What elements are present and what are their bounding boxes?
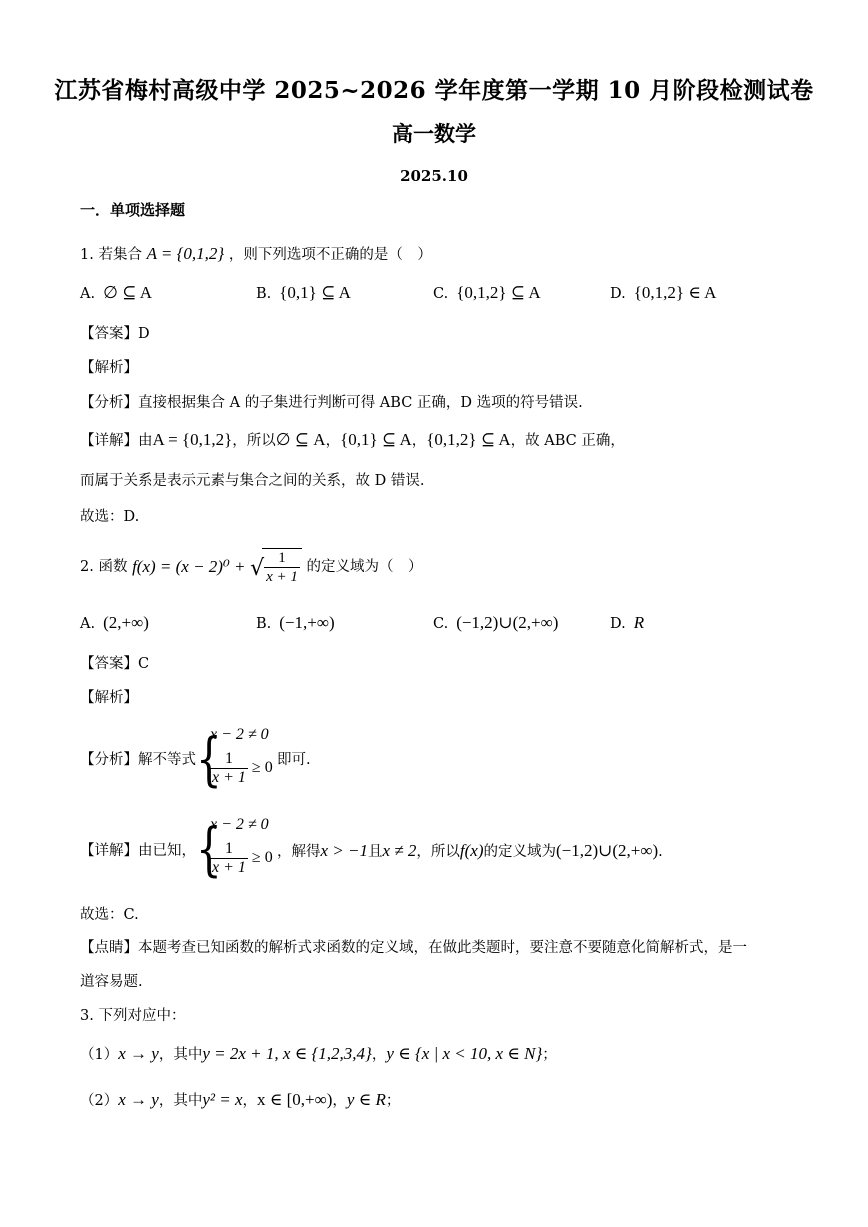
q1-xiangjie-line1 bbox=[80, 430, 788, 451]
left-brace: { bbox=[196, 815, 222, 883]
question-2-stem bbox=[80, 548, 788, 588]
exam-subject: 高一数学 bbox=[392, 121, 476, 146]
option-math: (−1,+∞) bbox=[279, 613, 335, 632]
math-fragment: f(x) bbox=[459, 841, 484, 860]
math-fragment: y² = x bbox=[202, 1090, 243, 1109]
option-math: R bbox=[633, 613, 645, 632]
left-brace: { bbox=[196, 725, 222, 793]
text-fragment: ，解得 bbox=[277, 844, 321, 860]
inequality-row-2 bbox=[210, 750, 273, 787]
q1-conclusion: 故选：D. bbox=[80, 509, 140, 525]
text-fragment: 的定义域为 bbox=[483, 844, 556, 860]
q1-option-c bbox=[433, 282, 541, 305]
q2-fenxi-prefix: 【分析】解不等式 bbox=[80, 752, 196, 768]
q2-analysis-label: 【解析】 bbox=[80, 690, 138, 706]
math-fragment: x ≠ 2 bbox=[382, 841, 417, 860]
math-fragment: A = {0,1,2} bbox=[152, 430, 233, 449]
fraction bbox=[210, 840, 248, 877]
inequality-row-2 bbox=[210, 840, 273, 877]
q1-stem-suffix: ，则下列选项不正确的是（ ） bbox=[228, 247, 432, 263]
q2-option-a bbox=[80, 612, 149, 635]
q2-answer: 【答案】C bbox=[80, 656, 150, 672]
math-fragment: (−1,2)∪(2,+∞) bbox=[555, 841, 659, 860]
q1-option-d bbox=[610, 282, 716, 305]
exam-title: 江苏省梅村高级中学 2025~2026 学年度第一学期 10 月阶段检测试卷 bbox=[54, 77, 814, 104]
text-fragment: ，所以 bbox=[232, 433, 276, 449]
radical-sign: √ bbox=[250, 556, 265, 581]
q2-conclusion: 故选：C. bbox=[80, 907, 139, 923]
option-label: A. bbox=[80, 616, 96, 632]
text-fragment: ，其中 bbox=[158, 1093, 203, 1109]
option-label: B. bbox=[256, 286, 272, 302]
q2-sqrt-expression bbox=[250, 548, 302, 586]
text-fragment: ，其中 bbox=[158, 1047, 203, 1063]
option-label: C. bbox=[433, 616, 449, 632]
inequality-row-1: x − 2 ≠ 0 bbox=[210, 816, 269, 833]
option-math: {0,1,2} ∈ A bbox=[633, 283, 717, 302]
section-heading: 一．单项选择题 bbox=[80, 201, 186, 219]
q2-dianjing-line2: 道容易题. bbox=[80, 974, 143, 990]
q3-item-2 bbox=[80, 1090, 788, 1111]
text-fragment: 【详解】由 bbox=[80, 433, 153, 449]
text-fragment: ， bbox=[332, 1093, 347, 1109]
exam-date: 2025.10 bbox=[400, 167, 468, 185]
text-fragment: ； bbox=[385, 1093, 401, 1109]
q1-fenxi: 【分析】直接根据集合 A 的子集进行判断可得 ABC 正确，D 选项的符号错误. bbox=[80, 395, 583, 411]
text-fragment: ， bbox=[242, 1093, 257, 1109]
option-math: (2,+∞) bbox=[103, 613, 149, 632]
text-fragment: ， bbox=[371, 1047, 387, 1063]
numerator: 1 bbox=[210, 840, 248, 859]
q2-stem-suffix: 的定义域为（ ） bbox=[306, 559, 423, 575]
inequality-row-1: x − 2 ≠ 0 bbox=[210, 726, 269, 743]
numerator: 1 bbox=[264, 549, 300, 568]
option-label: D. bbox=[610, 286, 626, 302]
math-fragment: ∅ ⊆ A bbox=[275, 430, 326, 449]
question-3-stem: 3. 下列对应中： bbox=[80, 1008, 186, 1024]
q1-analysis-label: 【解析】 bbox=[80, 360, 138, 376]
text-fragment: ，所以 bbox=[416, 844, 460, 860]
math-fragment: y ∈ {x | x < 10, x ∈ N} bbox=[386, 1044, 543, 1063]
option-math: {0,1,2} ⊆ A bbox=[456, 283, 541, 302]
text-fragment: ， bbox=[411, 433, 427, 449]
fraction bbox=[264, 549, 300, 586]
option-label: A. bbox=[80, 286, 96, 302]
denominator: x + 1 bbox=[212, 859, 246, 876]
item-label: （2） bbox=[80, 1093, 119, 1109]
denominator: x + 1 bbox=[266, 569, 298, 585]
option-label: B. bbox=[256, 616, 272, 632]
text-fragment: . bbox=[658, 844, 663, 860]
q2-option-c bbox=[433, 612, 558, 635]
option-math: {0,1} ⊆ A bbox=[279, 283, 351, 302]
q2-xiangjie-prefix: 【详解】由已知， bbox=[80, 843, 196, 859]
q2-dianjing-line1: 【点睛】本题考查已知函数的解析式求函数的定义域，在做此类题时，要注意不要随意化简解析式，是一 bbox=[80, 940, 747, 956]
math-fragment: x → y bbox=[118, 1044, 159, 1063]
q1-answer: 【答案】D bbox=[80, 326, 150, 342]
q2-stem-prefix: 2. 函数 bbox=[80, 559, 128, 575]
option-math: ∅ ⊆ A bbox=[103, 283, 152, 302]
numerator: 1 bbox=[210, 750, 248, 769]
q3-item-1 bbox=[80, 1044, 788, 1065]
question-1-stem bbox=[80, 244, 788, 265]
option-label: D. bbox=[610, 616, 626, 632]
relation: ≥ 0 bbox=[251, 849, 273, 867]
q1-option-b bbox=[256, 282, 351, 305]
q2-option-d bbox=[610, 612, 644, 635]
q2-option-b bbox=[256, 612, 335, 635]
q2-function-expression: f(x) = (x − 2)⁰ + bbox=[132, 557, 246, 576]
q1-set-expression: A = {0,1,2} bbox=[146, 244, 225, 263]
text-fragment: ，故 ABC 正确， bbox=[510, 433, 625, 449]
q1-option-a bbox=[80, 282, 152, 305]
math-fragment: x → y bbox=[118, 1090, 159, 1109]
option-label: C. bbox=[433, 286, 449, 302]
q1-stem-prefix: 1. 若集合 bbox=[80, 247, 142, 263]
math-fragment: {0,1} ⊆ A bbox=[340, 430, 412, 449]
relation: ≥ 0 bbox=[251, 759, 273, 777]
math-fragment: x ∈ [0,+∞) bbox=[257, 1090, 333, 1109]
math-fragment: y ∈ R bbox=[346, 1090, 386, 1109]
radicand bbox=[262, 548, 302, 586]
option-math: (−1,2)∪(2,+∞) bbox=[456, 613, 559, 632]
q2-fenxi-suffix: 即可. bbox=[277, 752, 311, 768]
fraction bbox=[210, 750, 248, 787]
text-fragment: ； bbox=[542, 1047, 557, 1063]
q2-xiangjie-rest bbox=[277, 841, 788, 862]
math-fragment: y = 2x + 1, x ∈ {1,2,3,4} bbox=[202, 1044, 372, 1063]
q1-xiangjie-line2: 而属于关系是表示元素与集合之间的关系，故 D 错误. bbox=[80, 473, 425, 489]
item-label: （1） bbox=[80, 1047, 119, 1063]
text-fragment: 且 bbox=[368, 844, 383, 860]
math-fragment: {0,1,2} ⊆ A bbox=[426, 430, 511, 449]
text-fragment: ， bbox=[325, 433, 341, 449]
denominator: x + 1 bbox=[212, 769, 246, 786]
math-fragment: x > −1 bbox=[320, 841, 368, 860]
